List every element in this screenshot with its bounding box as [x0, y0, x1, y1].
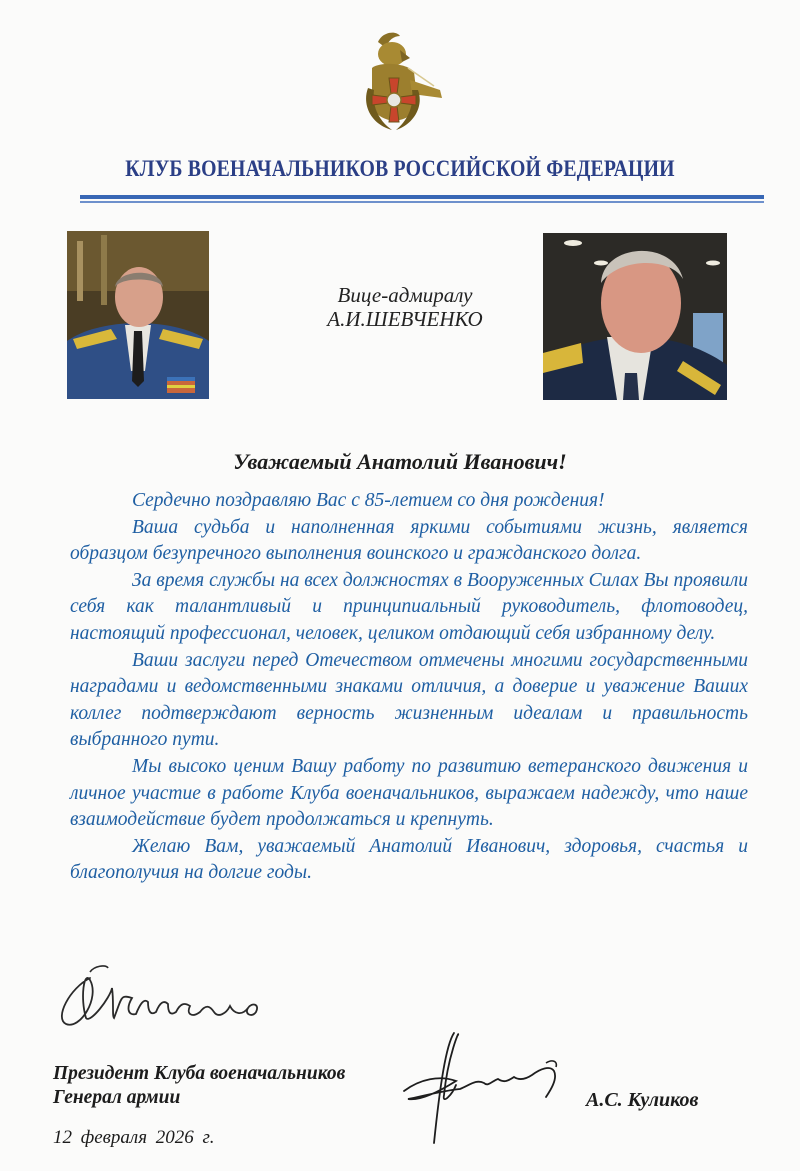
letter-greeting: Уважаемый Анатолий Иванович!: [233, 449, 567, 474]
letter-date: 12 февраля 2026 г.: [53, 1127, 215, 1148]
organization-title: КЛУБ ВОЕНАЧАЛЬНИКОВ РОССИЙСКОЙ ФЕДЕРАЦИИ: [125, 156, 675, 181]
body-paragraph: Ваши заслуги перед Отечеством отмечены многими государственными наградами и ведомственными знаками отличия, а доверие и уважение Ваших коллег подтверждают верность жизненным идеалам и правильность выбранного пути.: [70, 649, 748, 751]
body-paragraph: Ваша судьба и наполненная яркими событиями жизнь, является образцом безупречного выполнения воинского и гражданского долга.: [70, 516, 748, 565]
signer-position: [53, 1062, 345, 1110]
addressee-name: А.И.ШЕВЧЕНКО: [327, 307, 483, 331]
position-line-1: Президент Клуба военачальников: [53, 1063, 346, 1084]
signature-kulikov: [400, 1025, 570, 1150]
body-paragraph: Желаю Вам, уважаемый Анатолий Иванович, здоровья, счастья и благополучия на долгие годы.: [70, 835, 748, 884]
header-divider-thin: [80, 201, 764, 203]
body-paragraph: Мы высоко ценим Вашу работу по развитию ветеранского движения и личное участие в работе Клуба военачальников, выражаем надежду, что наше взаимодействие будет продолжаться и крепнуть.: [70, 755, 748, 831]
addressee-rank: Вице-адмиралу: [337, 283, 473, 307]
portrait-photo-right: [543, 233, 727, 400]
club-emblem-icon: [348, 28, 452, 136]
letter-body: [70, 488, 748, 887]
signer-name: А.С. Куликов: [586, 1089, 699, 1111]
portrait-photo-left: [67, 231, 209, 399]
header-divider-thick: [80, 195, 764, 199]
body-paragraph: Сердечно поздравляю Вас с 85-летием со дня рождения!: [132, 490, 605, 511]
addressee-block: [240, 283, 570, 331]
body-paragraph: За время службы на всех должностях в Вооруженных Силах Вы проявили себя как талантливый и принципиальный руководитель, флотоводец, настоящий профессионал, человек, целиком отдающий себя избранному делу.: [70, 569, 748, 644]
handwritten-note-obnimayu: [50, 958, 290, 1033]
position-line-2: Генерал армии: [53, 1087, 181, 1108]
